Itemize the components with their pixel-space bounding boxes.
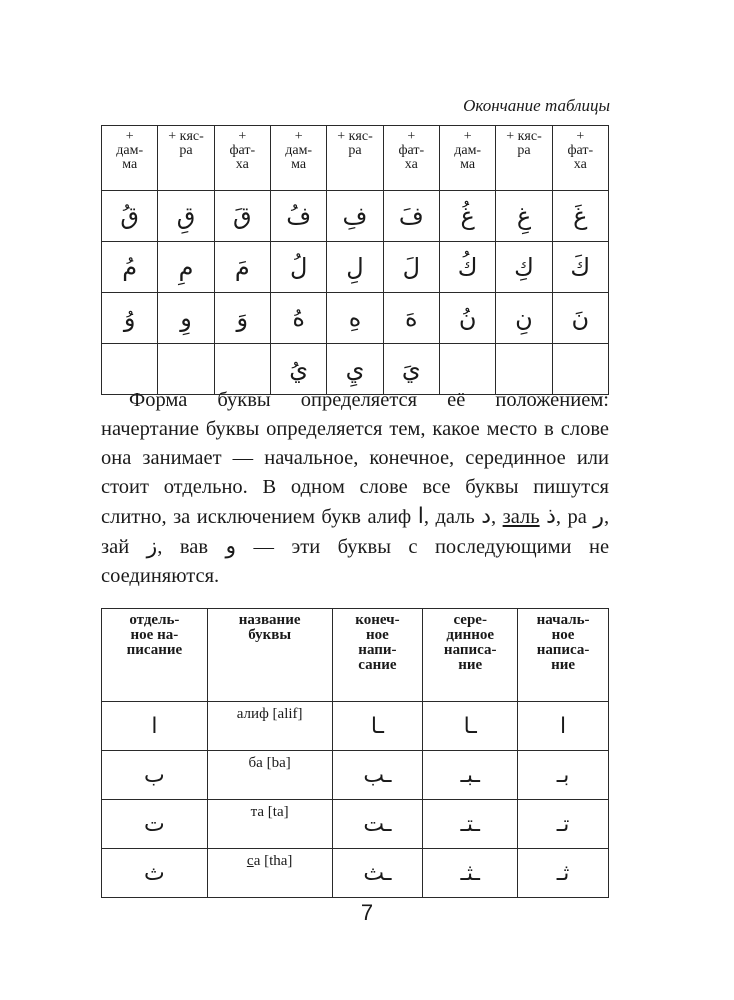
ra-word: ра (567, 506, 587, 528)
isolated-form: ا (102, 702, 208, 751)
letter-cell: قِ (158, 191, 214, 242)
zay-letter: ز (146, 534, 158, 559)
page-number: 7 (360, 900, 374, 925)
medial-form: ـبـ (423, 751, 518, 800)
header-line: фат- (398, 143, 425, 158)
letter-cell: وُ (102, 293, 158, 344)
letter-cell: نُ (439, 293, 495, 344)
header-line: ма (460, 157, 476, 172)
vowel-header-cell (102, 126, 158, 191)
header-line: + (576, 129, 585, 144)
letter-cell: هُ (270, 293, 326, 344)
initial-form: ثـ (518, 849, 609, 898)
letter-cell: يُ (270, 344, 326, 395)
vowel-row (102, 191, 609, 242)
vowel-header-cell (439, 126, 495, 191)
comma: , (423, 506, 429, 528)
letter-cell: لَ (383, 242, 439, 293)
letter-cell: فُ (270, 191, 326, 242)
letter-cell: مُ (102, 242, 158, 293)
letter-name: алиф [alif] (207, 702, 332, 751)
initial-form: ا (518, 702, 609, 751)
header-line: + (125, 129, 134, 144)
letter-cell: وَ (214, 293, 270, 344)
letter-cell: لُ (270, 242, 326, 293)
forms-header-cell: конеч- ное напи- сание (332, 609, 423, 702)
medial-form: ـثـ (423, 849, 518, 898)
letter-name-rest: а [tha] (253, 853, 293, 869)
letter-cell: يِ (327, 344, 383, 395)
forms-header-cell: отдель- ное на- писание (102, 609, 208, 702)
dal-word: даль (435, 506, 475, 528)
header-line: + (238, 129, 247, 144)
header-line: + (463, 129, 472, 144)
header-line: + (294, 129, 303, 144)
header-line: + (407, 129, 416, 144)
letter-cell: نَ (552, 293, 608, 344)
isolated-form: ث (102, 849, 208, 898)
letter-name (207, 849, 332, 898)
alif-letter: ا (417, 504, 424, 529)
letter-cell: مِ (158, 242, 214, 293)
isolated-form: ب (102, 751, 208, 800)
letter-cell: وِ (158, 293, 214, 344)
letter-cell: غُ (439, 191, 495, 242)
letter-cell: غِ (496, 191, 552, 242)
header-line: фат- (567, 143, 594, 158)
final-form: ـث (332, 849, 423, 898)
header-line: дам- (116, 143, 144, 158)
waw-letter: و (225, 534, 237, 559)
header-line: + кяс- (506, 129, 542, 144)
letter-name: ба [ba] (207, 751, 332, 800)
header-line: ра (179, 143, 193, 158)
forms-row (102, 849, 609, 898)
medial-form: ـا (423, 702, 518, 751)
forms-row (102, 702, 609, 751)
ra-letter: ر (593, 504, 604, 529)
vowel-header-cell (327, 126, 383, 191)
header-line: ха (235, 157, 249, 172)
letter-cell: نِ (496, 293, 552, 344)
letter-cell: مَ (214, 242, 270, 293)
letter-cell: لِ (327, 242, 383, 293)
letter-cell: هَ (383, 293, 439, 344)
letter-name-prefix: с (246, 853, 254, 869)
letter-forms-table (101, 608, 609, 898)
final-form: ـا (332, 702, 423, 751)
vowel-header-row (102, 126, 609, 191)
letter-cell: كَ (552, 242, 608, 293)
paragraph-tail: — эти буквы с последующими не соединяются. (101, 536, 610, 587)
vowel-header-cell (158, 126, 214, 191)
letter-cell: هِ (327, 293, 383, 344)
vowel-header-cell (270, 126, 326, 191)
letter-cell: قُ (102, 191, 158, 242)
forms-row (102, 751, 609, 800)
final-form: ـب (332, 751, 423, 800)
forms-header-cell: название буквы (207, 609, 332, 702)
zay-word: зай (101, 536, 130, 558)
paragraph-text: Форма буквы определяется её положением: начертание буквы определяется тем, какое место в слове она занимает — начальное, конечное, серединное или стоит отдельно. В одном слове все буквы пишутся слитно, за исключением букв алиф ا, даль د, заль ذ, ра ر, зай ز, вав و — эти буквы с последующими не соединяются. (101, 389, 610, 587)
table-continuation-caption: Окончание таблицы (463, 96, 610, 115)
medial-form: ـتـ (423, 800, 518, 849)
header-line: + кяс- (337, 129, 373, 144)
letter-cell: كِ (496, 242, 552, 293)
letter-cell: فَ (383, 191, 439, 242)
forms-row (102, 800, 609, 849)
vowel-row (102, 242, 609, 293)
vowel-row (102, 293, 609, 344)
letter-cell: كُ (439, 242, 495, 293)
header-line: + кяс- (168, 129, 204, 144)
zal-letter: ذ (546, 504, 556, 529)
forms-header-cell: сере- динное написа- ние (423, 609, 518, 702)
vowel-header-cell (383, 126, 439, 191)
header-line: ма (291, 157, 307, 172)
header-line: фат- (229, 143, 256, 158)
letter-cell: فِ (327, 191, 383, 242)
letter-name: та [ta] (207, 800, 332, 849)
header-line: ха (573, 157, 587, 172)
header-line: дам- (285, 143, 313, 158)
vowel-header-cell (496, 126, 552, 191)
waw-word: вав (179, 536, 209, 558)
forms-header-cell: началь- ное написа- ние (518, 609, 609, 702)
header-line: ра (517, 143, 531, 158)
final-form: ـت (332, 800, 423, 849)
vowel-table (101, 125, 609, 395)
vowel-header-cell (552, 126, 608, 191)
letter-cell: يَ (383, 344, 439, 395)
header-line: ра (348, 143, 362, 158)
letter-cell: غَ (552, 191, 608, 242)
vowel-header-cell (214, 126, 270, 191)
paragraph-main-text: Форма буквы определяется её положением: начертание буквы определяется тем, какое место в слове она занимает — начальное, конечное, серединное или стоит отдельно. В одном слове все буквы пишутся слитно, за исключением букв алиф (101, 389, 609, 528)
header-line: дам- (454, 143, 482, 158)
initial-form: بـ (518, 751, 609, 800)
initial-form: تـ (518, 800, 609, 849)
isolated-form: ت (102, 800, 208, 849)
forms-header-row (102, 609, 609, 702)
body-paragraph (101, 386, 609, 591)
letter-cell: قَ (214, 191, 270, 242)
header-line: ма (122, 157, 138, 172)
zal-word: заль (502, 506, 540, 528)
dal-letter: د (481, 504, 492, 529)
header-line: ха (404, 157, 418, 172)
